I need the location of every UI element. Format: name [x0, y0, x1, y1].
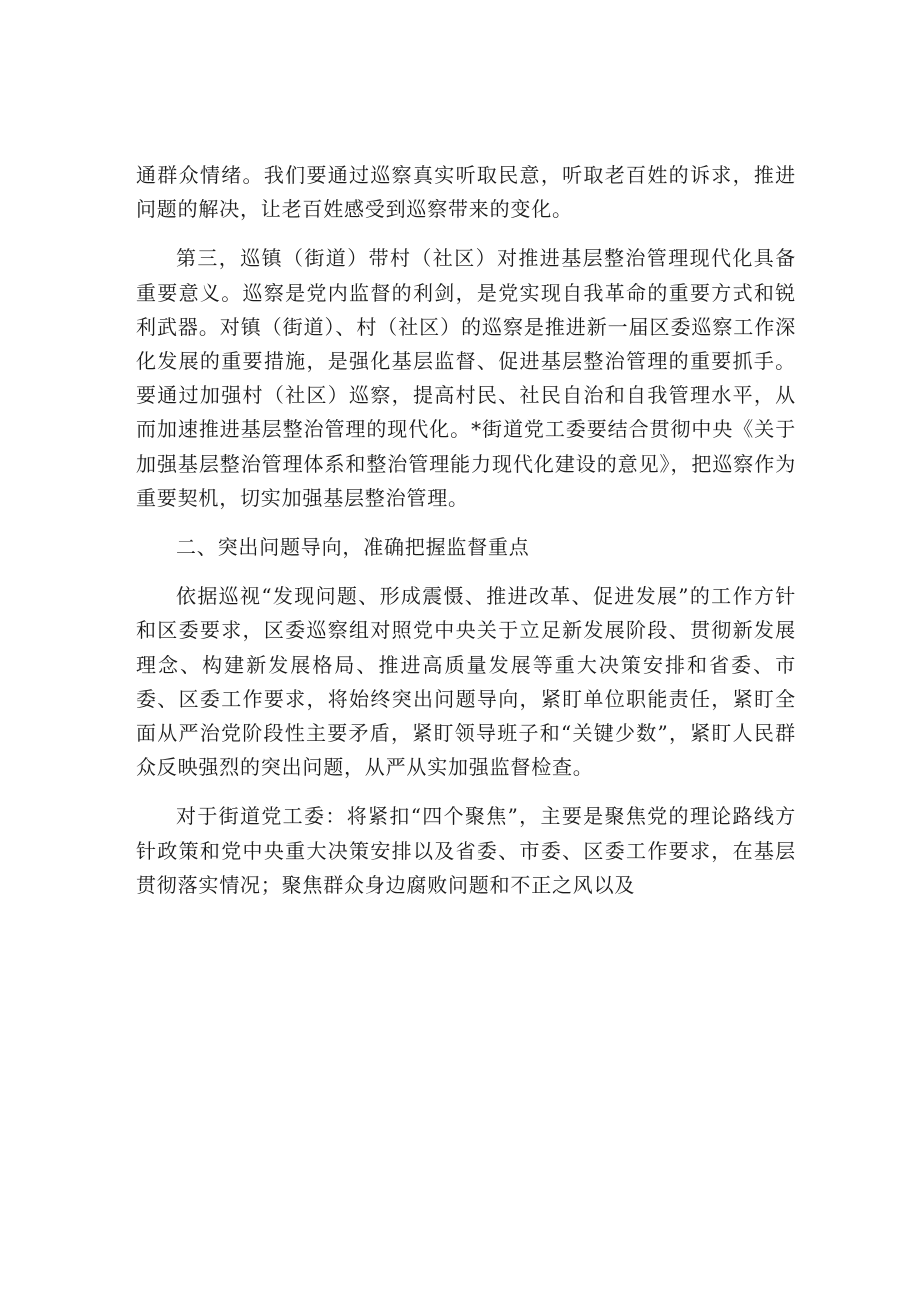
paragraph-inspection-focus: 依据巡视“发现问题、形成震慑、推进改革、促进发展”的工作方针和区委要求，区委巡察组对照党中央关于立足新发展阶段、贯彻新发展理念、构建新发展格局、推进高质量发展等重大决策安排和省委、市委、区委工作要求，将始终突出问题导向，紧盯单位职能责任，紧盯全面从严治党阶段性主要矛盾，紧盯领导班子和“关键少数”，紧盯人民群众反映强烈的突出问题，从严从实加强监督检查。 [136, 584, 796, 780]
section-heading: 二、突出问题导向，准确把握监督重点 [176, 535, 530, 560]
paragraph-continuation: 通群众情绪。我们要通过巡察真实听取民意，听取老百姓的诉求，推进问题的解决，让老百姓感受到巡察带来的变化。 [136, 163, 796, 222]
document-body [136, 158, 796, 917]
paragraph-third-point: 第三，巡镇（街道）带村（社区）对推进基层整治管理现代化具备重要意义。巡察是党内监督的利剑，是党实现自我革命的重要方式和锐利武器。对镇（街道）、村（社区）的巡察是推进新一届区委巡察工作深化发展的重要措施，是强化基层监督、促进基层整治管理的重要抓手。要通过加强村（社区）巡察，提高村民、社民自治和自我管理水平，从而加速推进基层整治管理的现代化。*街道党工委要结合贯彻中央《关于加强基层整治管理体系和整治管理能力现代化建设的意见》，把巡察作为重要契机，切实加强基层整治管理。 [136, 246, 796, 510]
paragraph-street-committee: 对于街道党工委：将紧扣“四个聚焦”，主要是聚焦党的理论路线方针政策和党中央重大决策安排以及省委、市委、区委工作要求，在基层贯彻落实情况；聚焦群众身边腐败问题和不正之风以及 [136, 804, 796, 897]
